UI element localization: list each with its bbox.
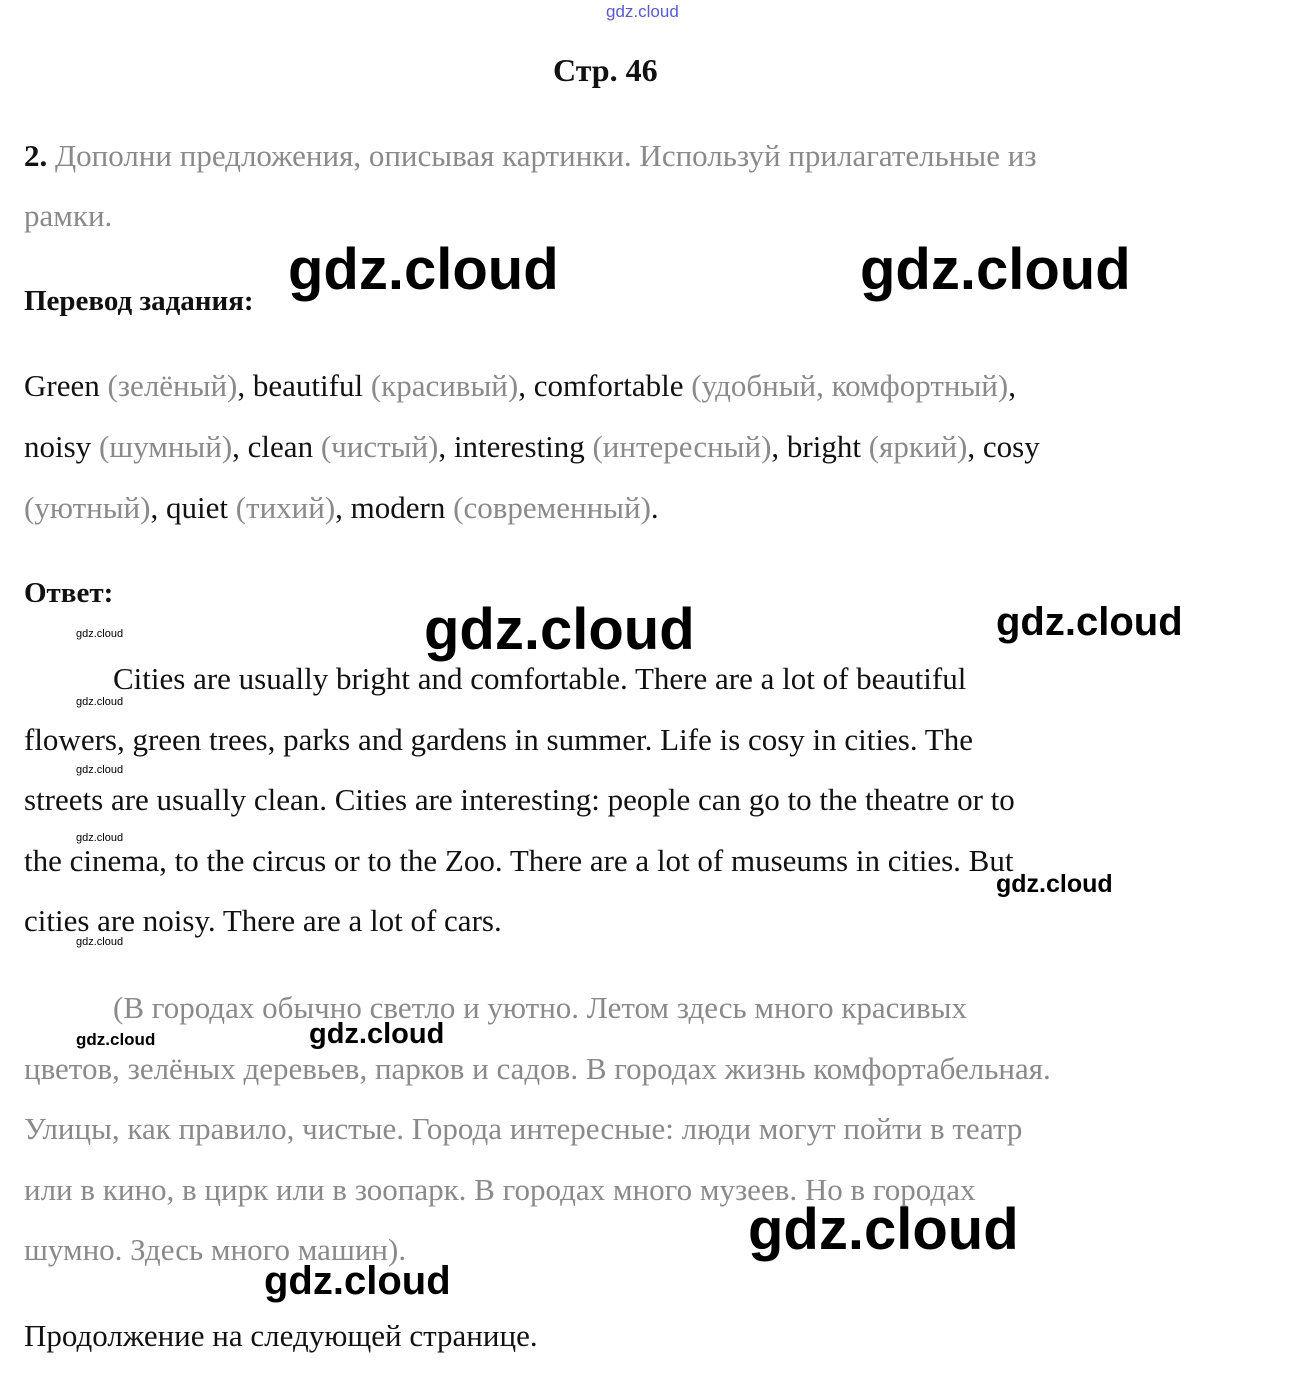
word-ru: (красивый) [370,368,519,403]
word-sep: , [518,368,534,403]
word-en: beautiful [252,368,364,403]
word-sep: , [438,429,454,464]
translation-line-1 [24,368,1016,404]
word-en: cosy [982,429,1040,464]
watermark: gdz.cloud [860,237,1131,302]
word-en: quiet [165,490,228,525]
watermark: gdz.cloud [288,237,559,302]
word-sep: , [232,429,248,464]
watermark: gdz.cloud [76,1030,156,1049]
watermark: gdz.cloud [309,1018,445,1050]
word-sep: , [967,429,983,464]
answer-en-line-4: the cinema, to the circus or to the Zoo. There are a lot of museums in cities. But [24,843,1014,878]
word-sep: , [1008,368,1016,403]
watermark-small: gdz.cloud [76,764,124,776]
word-en: interesting [453,429,585,464]
word-ru: (тихий) [235,490,336,525]
answer-en-line-1: Cities are usually bright and comfortable. There are a lot of beautiful [113,661,967,696]
answer-ru-line-3: Улицы, как правило, чистые. Города интересные: люди могут пойти в театр [24,1111,1023,1146]
word-en: bright [786,429,861,464]
word-sep: , [771,429,787,464]
page-title: Стр. 46 [553,52,658,88]
answer-heading: Ответ: [24,577,114,609]
watermark-small: gdz.cloud [76,696,124,708]
watermark: gdz.cloud [996,870,1113,898]
answer-en-line-3: streets are usually clean. Cities are interesting: people can go to the theatre or to [24,782,1015,817]
watermark-small: gdz.cloud [76,628,124,640]
word-en: Green [24,368,100,403]
word-ru: (интересный) [592,429,772,464]
word-ru: (удобный, комфортный) [691,368,1009,403]
watermark-small: gdz.cloud [76,832,124,844]
word-sep: . [650,490,659,525]
watermark: gdz.cloud [748,1197,1019,1262]
word-en: comfortable [533,368,684,403]
watermark-small: gdz.cloud [76,936,124,948]
answer-en-line-2: flowers, green trees, parks and gardens in summer. Life is cosy in cities. The [24,722,973,757]
word-sep: , [335,490,351,525]
task-text: Дополни предложения, описывая картинки. Используй прилагательные из [55,138,1037,173]
word-ru: (современный) [453,490,651,525]
translation-line-3 [24,490,659,526]
word-ru: (чистый) [320,429,439,464]
word-ru: (шумный) [98,429,233,464]
task-line-2: рамки. [24,198,113,233]
task-number: 2. [24,138,48,173]
translation-heading: Перевод задания: [24,285,254,317]
watermark: gdz.cloud [996,600,1183,644]
word-ru: (яркий) [868,429,968,464]
word-ru: (уютный) [24,490,151,525]
top-watermark: gdz.cloud [606,2,679,21]
word-ru: (зелёный) [107,368,238,403]
answer-en-line-5: cities are noisy. There are a lot of cars. [24,903,502,938]
word-en: clean [247,429,314,464]
word-en: modern [350,490,446,525]
watermark: gdz.cloud [264,1259,451,1303]
answer-ru-line-2: цветов, зелёных деревьев, парков и садов. В городах жизнь комфортабельная. [24,1051,1051,1086]
word-sep: , [237,368,253,403]
word-en: noisy [24,429,92,464]
watermark: gdz.cloud [424,597,695,662]
continuation-note: Продолжение на следующей странице. [24,1318,538,1353]
translation-line-2 [24,429,1040,465]
word-sep: , [150,490,166,525]
answer-ru-line-5: шумно. Здесь много машин). [24,1232,407,1267]
answer-ru-line-1: (В городах обычно светло и уютно. Летом здесь много красивых [113,990,967,1025]
answer-ru-line-4: или в кино, в цирк или в зоопарк. В городах много музеев. Но в городах [24,1172,976,1207]
task-line-1 [24,138,1037,174]
